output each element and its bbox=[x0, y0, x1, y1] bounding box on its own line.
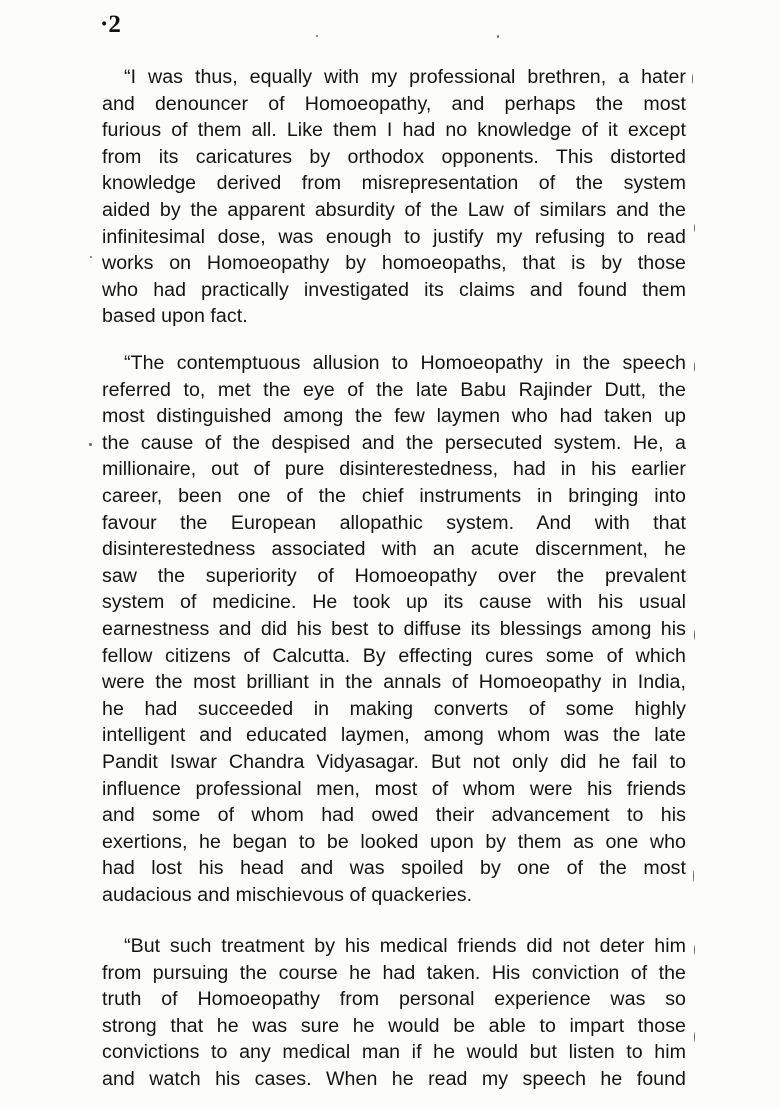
text-line: favour the European allopathic system. And with that bbox=[102, 511, 686, 534]
scan-speck bbox=[694, 945, 695, 955]
text-line: most distinguished among the few laymen who had taken up bbox=[102, 405, 686, 428]
text-line: convictions to any medical man if he would but listen to him bbox=[102, 1041, 686, 1064]
paragraph-1 bbox=[102, 64, 686, 330]
text-line: intelligent and educated laymen, among whom was the late bbox=[102, 724, 686, 747]
text-line: had lost his head and was spoiled by one of the most bbox=[102, 857, 686, 880]
text-line: were the most brilliant in the annals of Homoeopathy in India, bbox=[102, 671, 686, 694]
text-line: from its caricatures by orthodox opponents. This distorted bbox=[102, 145, 686, 168]
scan-speck bbox=[694, 1032, 695, 1042]
text-line: strong that he was sure he would be able to impart those bbox=[102, 1014, 686, 1037]
text-line: millionaire, out of pure disinterestedness, had in his earlier bbox=[102, 458, 686, 481]
text-line: and some of whom had owed their advancement to his bbox=[102, 804, 686, 827]
text-line: he had succeeded in making converts of some highly bbox=[102, 697, 686, 720]
text-line: from pursuing the course he had taken. His conviction of the bbox=[102, 961, 686, 984]
text-line: influence professional men, most of whom were his friends bbox=[102, 777, 686, 800]
scan-speck bbox=[497, 35, 499, 38]
scan-speck bbox=[316, 35, 318, 37]
text-line: exertions, he began to be looked upon by them as one who bbox=[102, 830, 686, 853]
page-number: ·2 bbox=[100, 11, 121, 38]
scan-speck bbox=[694, 362, 695, 372]
text-line: “But such treatment by his medical friends did not deter him bbox=[124, 935, 686, 957]
scan-speck bbox=[694, 630, 695, 640]
text-line: system of medicine. He took up its cause with his usual bbox=[102, 591, 686, 614]
paragraph-2 bbox=[102, 350, 686, 908]
scan-speck bbox=[90, 256, 92, 258]
text-line: works on Homoeopathy by homoeopaths, that is by those bbox=[102, 252, 686, 275]
text-line: career, been one of the chief instruments in bringing into bbox=[102, 484, 686, 507]
text-line: “I was thus, equally with my professional brethren, a hater bbox=[124, 66, 686, 88]
text-line: based upon fact. bbox=[102, 305, 248, 328]
scan-speck bbox=[694, 224, 695, 232]
text-line: saw the superiority of Homoeopathy over the prevalent bbox=[102, 564, 686, 587]
text-line: who had practically investigated its claims and found them bbox=[102, 278, 686, 301]
text-line: and denouncer of Homoeopathy, and perhaps the most bbox=[102, 92, 686, 115]
text-line: Pandit Iswar Chandra Vidyasagar. But not only did he fail to bbox=[102, 750, 686, 773]
paragraph-3 bbox=[102, 933, 686, 1093]
text-line: referred to, met the eye of the late Babu Rajinder Dutt, the bbox=[102, 378, 686, 401]
text-line: “The contemptuous allusion to Homoeopathy in the speech bbox=[124, 352, 686, 374]
text-line: aided by the apparent absurdity of the Law of similars and the bbox=[102, 198, 686, 221]
text-line: disinterestedness associated with an acute discernment, he bbox=[102, 538, 686, 561]
text-line: truth of Homoeopathy from personal experience was so bbox=[102, 988, 686, 1011]
scan-speck bbox=[693, 870, 694, 882]
text-line: audacious and mischievous of quackeries. bbox=[102, 883, 473, 906]
text-line: knowledge derived from misrepresentation of the system bbox=[102, 172, 686, 195]
scan-speck bbox=[89, 443, 92, 446]
text-line: earnestness and did his best to diffuse its blessings among his bbox=[102, 617, 686, 640]
text-line: furious of them all. Like them I had no knowledge of it except bbox=[102, 119, 686, 142]
text-line: fellow citizens of Calcutta. By effecting cures some of which bbox=[102, 644, 686, 667]
text-line: and watch his cases. When he read my speech he found bbox=[102, 1067, 686, 1090]
scan-speck bbox=[692, 74, 693, 84]
text-line: infinitesimal dose, was enough to justify my refusing to read bbox=[102, 225, 686, 248]
text-line: the cause of the despised and the persecuted system. He, a bbox=[102, 431, 686, 454]
